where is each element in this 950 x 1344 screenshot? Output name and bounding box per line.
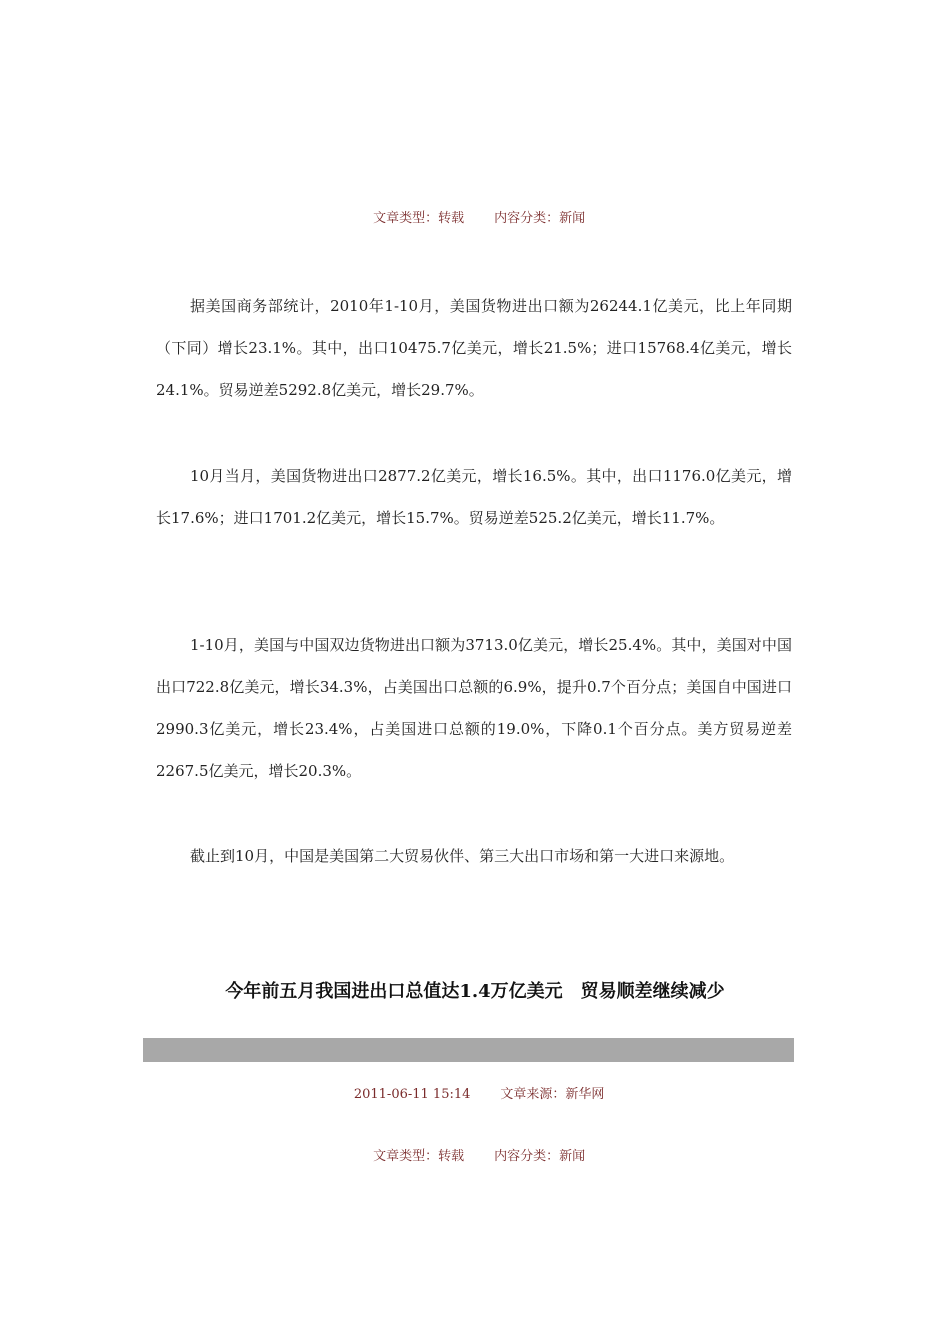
article-meta-top bbox=[0, 192, 950, 226]
publish-datetime: 2011-06-11 15:14 bbox=[353, 1087, 471, 1102]
paragraph-4: 截止到10月，中国是美国第二大贸易伙伴、第三大出口市场和第一大进口来源地。 bbox=[190, 847, 735, 865]
paragraph-3: 1-10月，美国与中国双边货物进出口额为3713.0亿美元，增长25.4%。其中，美国对中国出口722.8亿美元，增长34.3%，占美国出口总额的6.9%，提升0.7个百分点；美国自中国进口2990.3亿美元，增长23.4%，占美国进口总额的19.0%，下降0.1个百分点。美方贸易逆差2267.5亿美元，增长20.3%。 bbox=[156, 636, 792, 780]
content-category-label: 内容分类：新闻 bbox=[494, 1149, 586, 1164]
next-article-meta-type bbox=[0, 1130, 950, 1164]
article-source-label: 文章来源：新华网 bbox=[500, 1087, 605, 1102]
paragraph-1: 据美国商务部统计，2010年1-10月，美国货物进出口额为26244.1亿美元，比上年同期（下同）增长23.1%。其中，出口10475.7亿美元，增长21.5%；进口15768.4亿美元，增长24.1%。贸易逆差5292.8亿美元，增长29.7%。 bbox=[156, 297, 792, 399]
paragraph-2: 10月当月，美国货物进出口2877.2亿美元，增长16.5%。其中，出口1176.0亿美元，增长17.6%；进口1701.2亿美元，增长15.7%。贸易逆差525.2亿美元，增长11.7%。 bbox=[156, 467, 792, 527]
content-category-label: 内容分类：新闻 bbox=[494, 211, 586, 226]
next-article-meta-source bbox=[0, 1068, 950, 1102]
next-article-title[interactable]: 今年前五月我国进出口总值达1.4万亿美元 贸易顺差继续减少 bbox=[225, 981, 725, 1002]
article-type-label: 文章类型：转载 bbox=[373, 211, 465, 226]
article-type-label: 文章类型：转载 bbox=[373, 1149, 465, 1164]
title-divider-bar bbox=[143, 1038, 794, 1062]
